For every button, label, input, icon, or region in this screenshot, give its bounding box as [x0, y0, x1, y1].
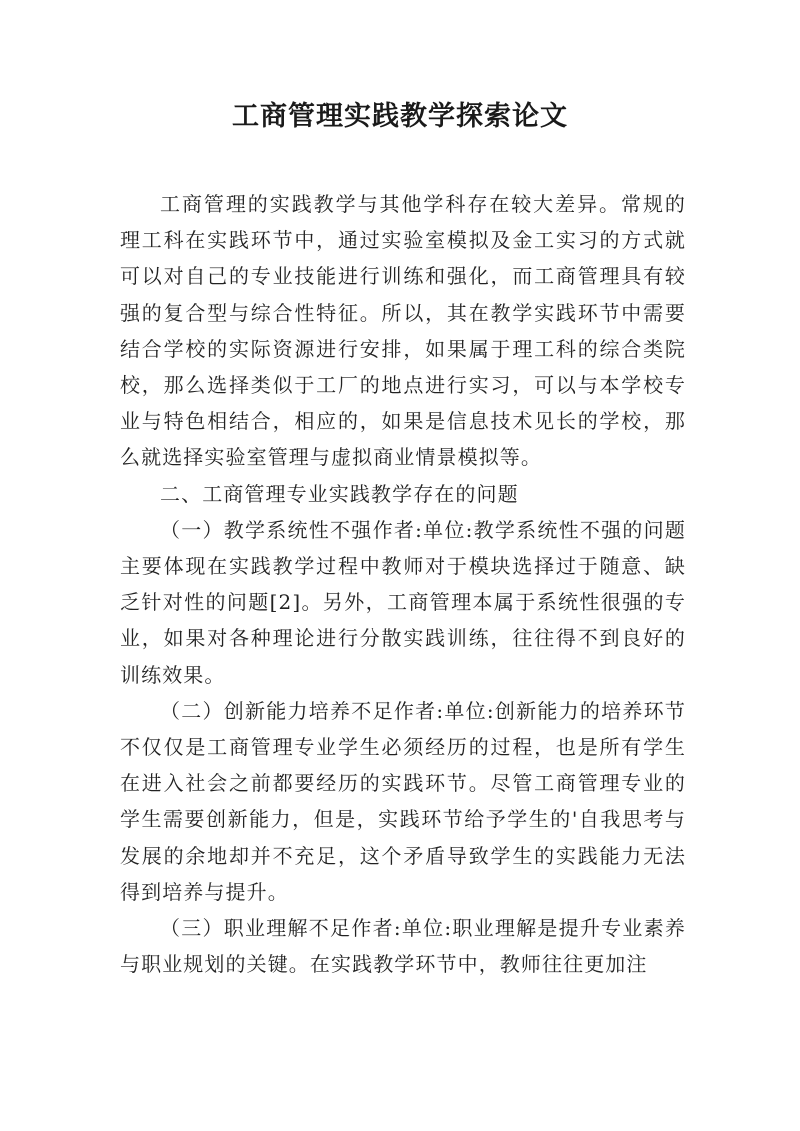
document-body	[120, 186, 686, 982]
paragraph-intro: 工商管理的实践教学与其他学科存在较大差异。常规的理工科在实践环节中，通过实验室模拟及金工实习的方式就可以对自己的专业技能进行训练和强化，而工商管理具有较强的复合型与综合性特征。所以，其在教学实践环节中需要结合学校的实际资源进行安排，如果属于理工科的综合类院校，那么选择类似于工厂的地点进行实习，可以与本学校专业与特色相结合，相应的，如果是信息技术见长的学校，那么就选择实验室管理与虚拟商业情景模拟等。	[120, 192, 686, 470]
paragraph-problem-3: （三）职业理解不足作者:单位:职业理解是提升专业素养与职业规划的关键。在实践教学环节中，教师往往更加注	[120, 916, 686, 977]
document-title: 工商管理实践教学探索论文	[232, 101, 568, 132]
paragraph-problem-2: （二）创新能力培养不足作者:单位:创新能力的培养环节不仅仅是工商管理专业学生必须经历的过程，也是所有学生在进入社会之前都要经历的实践环节。尽管工商管理专业的学生需要创新能力，但是，实践环节给予学生的'自我思考与发展的余地却并不充足，这个矛盾导致学生的实践能力无法得到培养与提升。	[120, 698, 686, 904]
paragraph-problem-1: （一）教学系统性不强作者:单位:教学系统性不强的问题主要体现在实践教学过程中教师对于模块选择过于随意、缺乏针对性的问题[2]。另外，工商管理本属于系统性很强的专业，如果对各种理论进行分散实践训练，往往得不到良好的训练效果。	[120, 517, 686, 687]
section-heading-problems: 二、工商管理专业实践教学存在的问题	[160, 481, 519, 506]
